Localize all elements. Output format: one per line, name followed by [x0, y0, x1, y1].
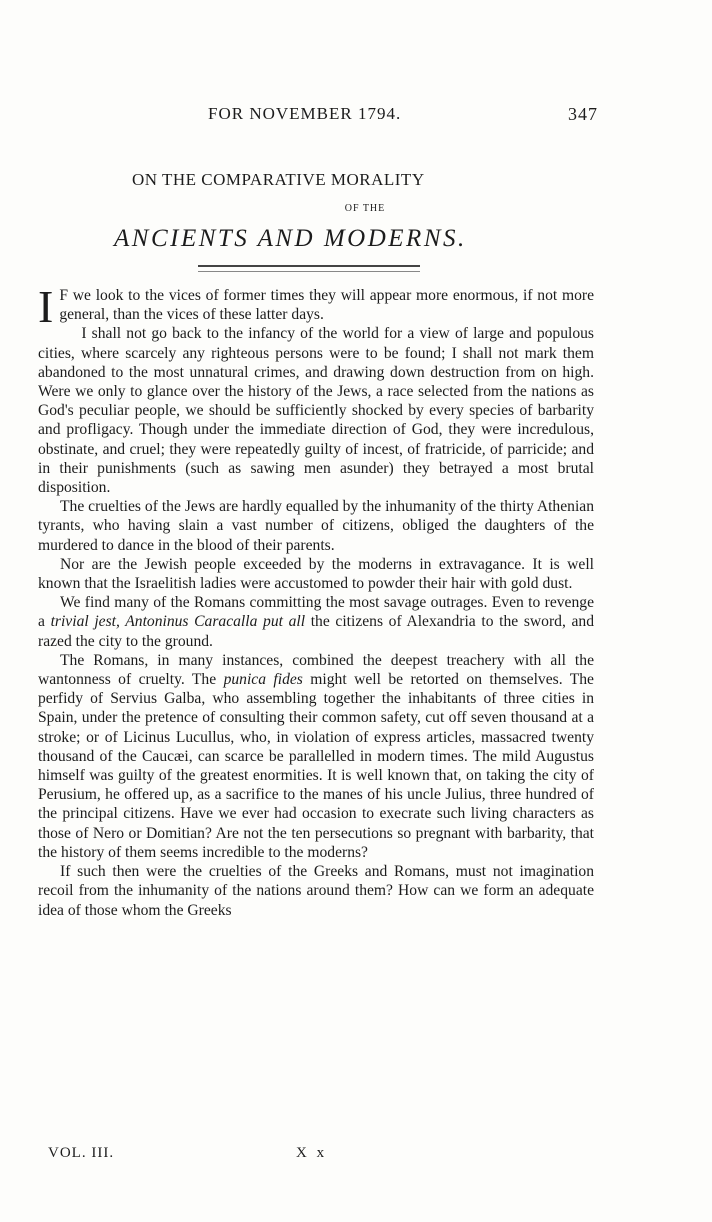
running-title: FOR NOVEMBER 1794. [208, 104, 402, 123]
paragraph-7: If such then were the cruelties of the Greeks and Romans, must not imagination recoil from the inhumanity of the nations around them? How can we form an adequate idea of those whom the Greeks [38, 863, 594, 919]
article-title-line-2: ANCIENTS AND MODERNS. [114, 225, 467, 252]
paragraph-5-italic: trivial jest, Antoninus Caracalla put all [50, 613, 306, 631]
title-divider-rule [198, 265, 420, 272]
paragraph-5-text-a: We find many of the Romans committing the most savage outrages. Even to revenge a [38, 594, 594, 631]
paragraph-4: Nor are the Jewish people exceeded by the moderns in extravagance. It is well known that the Israelitish ladies were accustomed to powder their hair with gold dust. [38, 555, 594, 593]
paragraph-1-text: F we look to the vices of former times they will appear more enormous, if not more general, than the vices of these latter days. [59, 287, 594, 324]
article-body [38, 281, 594, 920]
paragraph-6-text-b: might well be retorted on themselves. The perfidy of Servius Galba, who assembling together the inhabitants of three cities in Spain, under the pretence of consulting their common safety, cut off seven thousand at a stroke; or of Licinus Lucullus, who, in violation of express articles, massacred twenty thousand of the Caucæi, can scarce be parallelled in modern times. The mild Augustus himself was guilty of the greatest enormities. It is well known that, on taking the city of Perusium, he offered up, as a sacrifice to the manes of his uncle Julius, three hundred of the principal citizens. Have we ever had occasion to execrate such living characters as those of Nero or Domitian? Are not the ten persecutions so pregnant with barbarity, that the history of them seems incredible to the moderns? [38, 671, 594, 861]
signature-mark: X x [296, 1145, 328, 1161]
paragraph-6-text-a: The Romans, in many instances, combined the deepest treachery with all the wantonness of cruelty. The [38, 651, 594, 689]
running-head [0, 104, 712, 132]
page-number: 347 [568, 104, 598, 124]
paragraph-5 [38, 593, 594, 651]
paragraph-6-italic: punica fides [223, 671, 303, 689]
paragraph-6 [38, 651, 594, 862]
volume-label: VOL. III. [48, 1145, 115, 1161]
paragraph-2: I shall not go back to the infancy of the world for a view of large and populous cities, where scarcely any righteous persons were to be found; I shall not mark them abandoned to the most unnatural crimes, and drawing down destruction from on high. Were we only to glance over the history of the Jews, a race selected from the nations as God's peculiar people, we should be sufficiently shocked by every species of barbarity and profligacy. Though under the immediate direction of God, they were incredulous, obstinate, and cruel; they were repeatedly guilty of incest, of fratricide, of parricide; and in their punishments (such as sawing men asunder) they betrayed a most brutal disposition. [38, 325, 594, 497]
paragraph-5-text-b: the citizens of Alexandria to the sword, and razed the city to the ground. [38, 613, 594, 650]
page-footer [48, 1145, 448, 1167]
article-title-line-1: ON THE COMPARATIVE MORALITY [132, 170, 425, 189]
drop-cap: I [38, 281, 54, 332]
paragraph-3: The cruelties of the Jews are hardly equalled by the inhumanity of the thirty Athenian tyrants, who having slain a vast number of citizens, obliged the daughters of the murdered to dance in the blood of their parents. [38, 498, 594, 554]
article-title-connector: OF THE [344, 203, 386, 214]
paragraph-1 [38, 281, 594, 332]
